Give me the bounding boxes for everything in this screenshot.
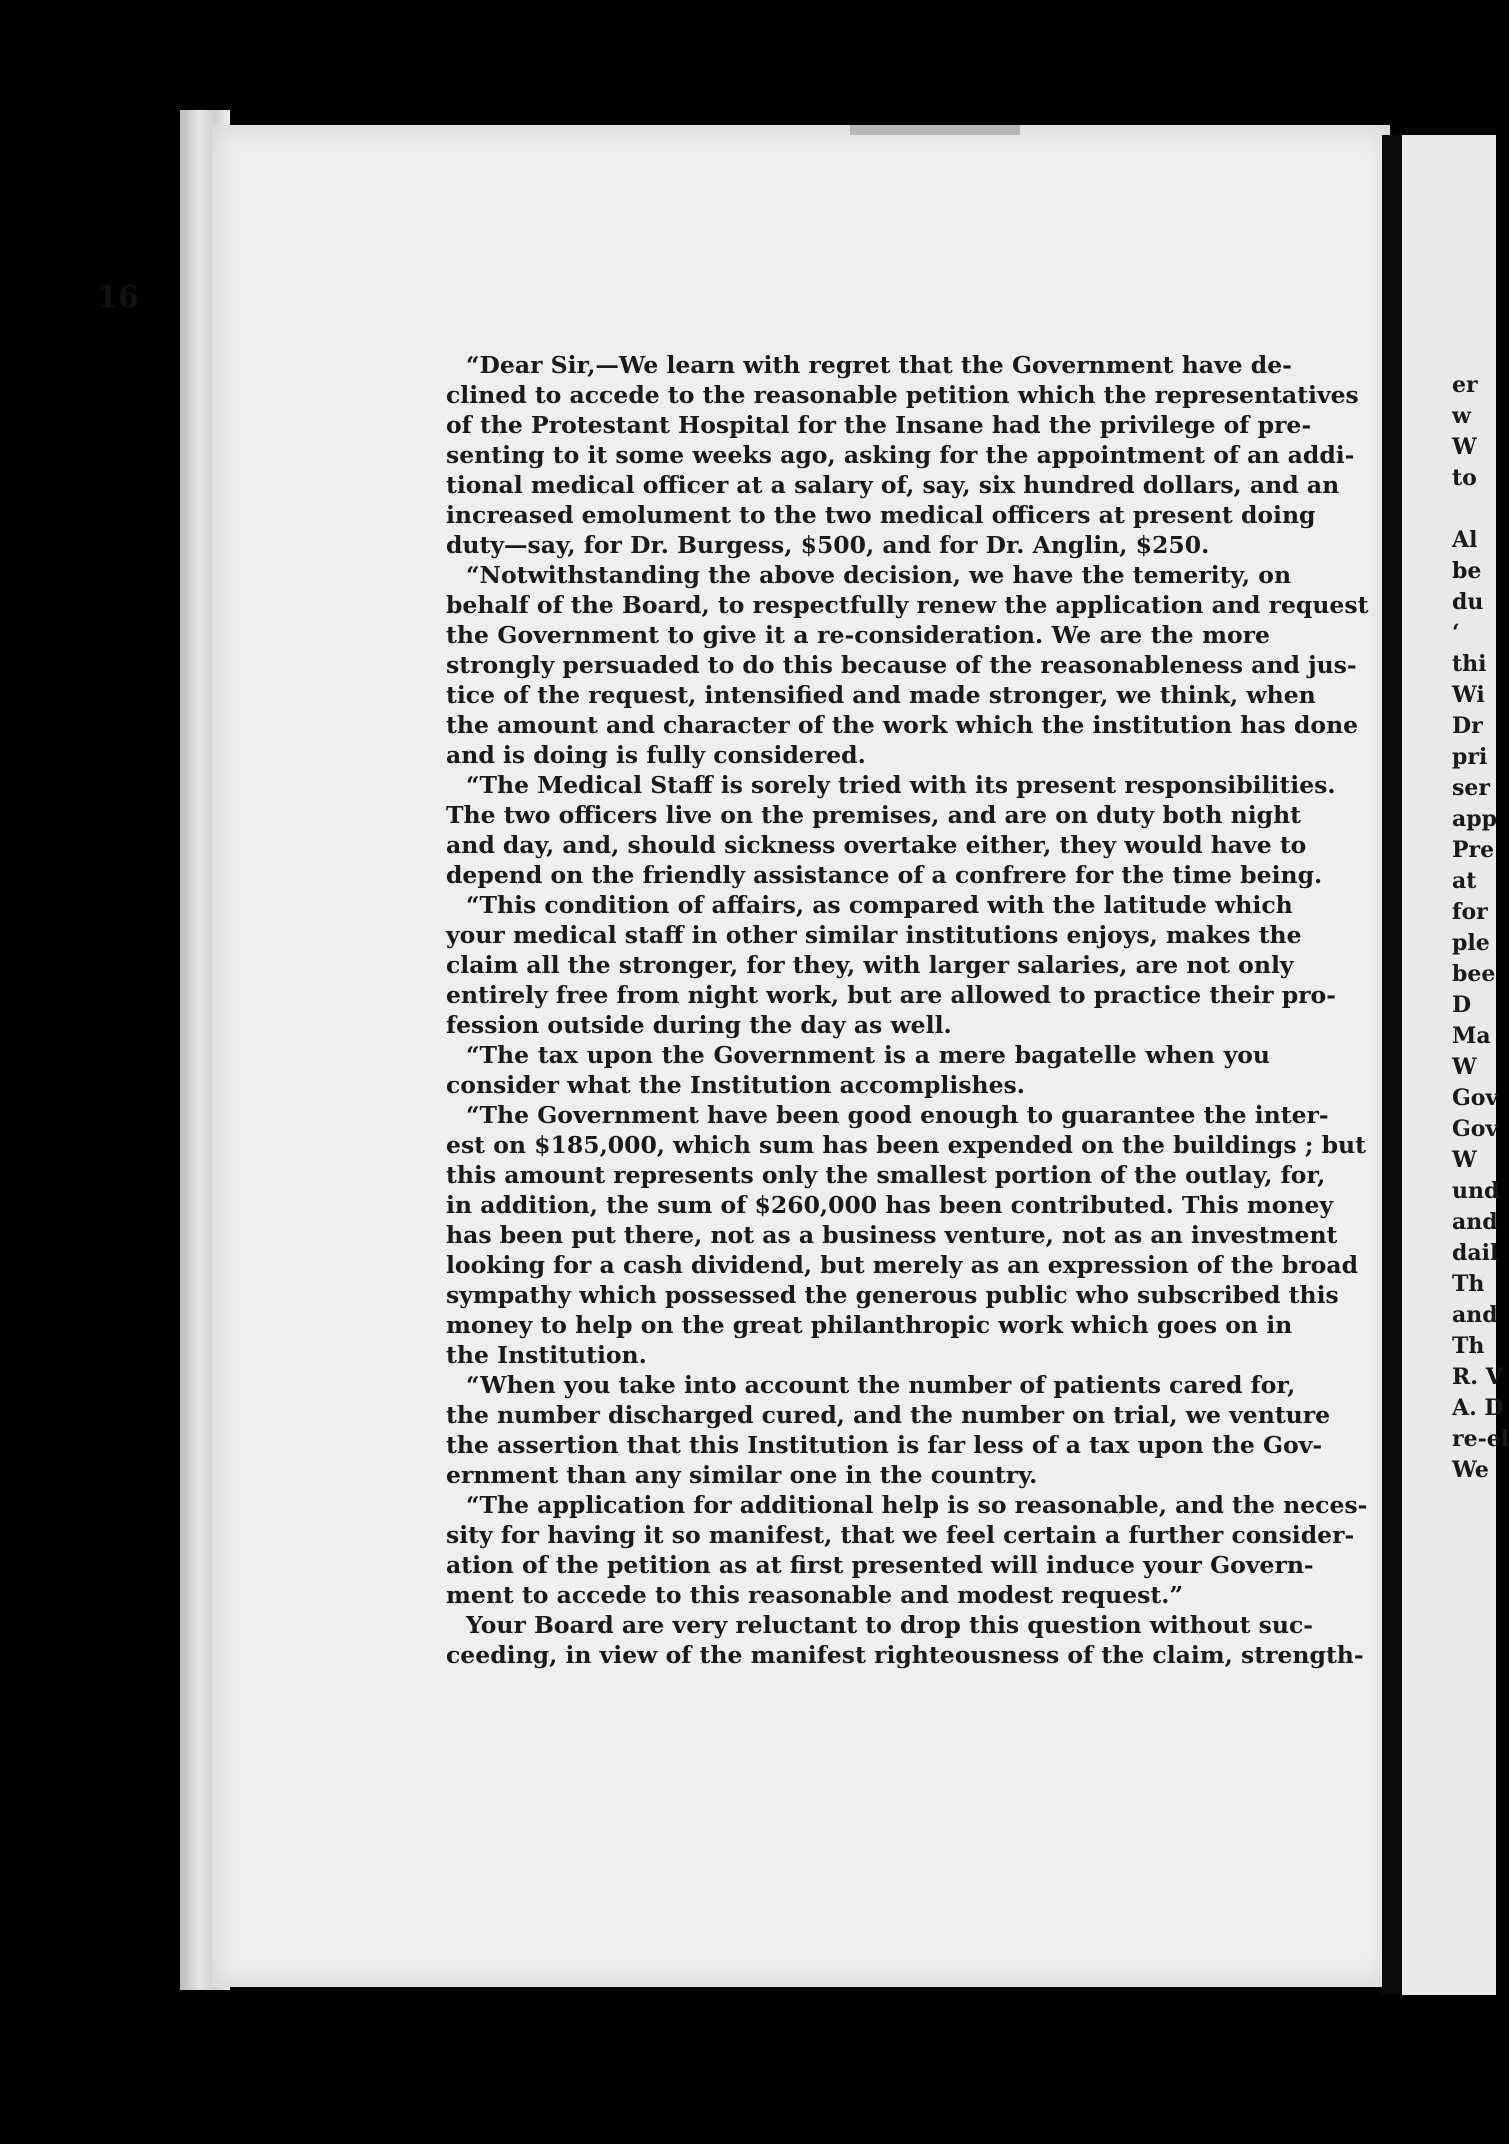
- text-line: tional medical officer at a salary of, say, six hundred dollars, and an: [446, 471, 1340, 499]
- adjacent-page-fragment: pri: [1452, 744, 1488, 770]
- text-line: looking for a cash dividend, but merely as an expression of the broad: [446, 1251, 1359, 1279]
- text-line: the assertion that this Institution is far less of a tax upon the Gov-: [446, 1431, 1323, 1459]
- text-line: “Notwithstanding the above decision, we have the temerity, on: [466, 561, 1292, 589]
- adjacent-page-fragment: and: [1452, 1209, 1498, 1235]
- adjacent-page-fragment: und: [1452, 1178, 1500, 1204]
- adjacent-page-fragment: Gov: [1452, 1116, 1499, 1142]
- text-line: claim all the stronger, for they, with larger salaries, are not only: [446, 951, 1294, 979]
- text-line: the Institution.: [446, 1341, 647, 1369]
- adjacent-page-fragment: at: [1452, 868, 1477, 894]
- text-line: in addition, the sum of $260,000 has been contributed. This money: [446, 1191, 1334, 1219]
- adjacent-page-fragment: re-el: [1452, 1426, 1509, 1452]
- adjacent-page-fragment: and: [1452, 1302, 1498, 1328]
- text-line: your medical staff in other similar institutions enjoys, makes the: [446, 921, 1302, 949]
- adjacent-page-fragment: be: [1452, 558, 1482, 584]
- adjacent-page-fragment: R. V: [1452, 1364, 1503, 1390]
- adjacent-page-fragment: ple: [1452, 930, 1490, 956]
- adjacent-page-fragment: Dr: [1452, 713, 1483, 739]
- text-line: money to help on the great philanthropic work which goes on in: [446, 1311, 1293, 1339]
- text-line: fession outside during the day as well.: [446, 1011, 952, 1039]
- book-gutter: [1382, 135, 1402, 1995]
- adjacent-page-fragment: Pre: [1452, 837, 1495, 863]
- scan-smudge: [850, 125, 1020, 135]
- adjacent-page-fragment: w: [1452, 403, 1471, 429]
- adjacent-page-fragment: Th: [1452, 1333, 1485, 1359]
- text-line: “The application for additional help is so reasonable, and the neces-: [466, 1491, 1368, 1519]
- text-line: sity for having it so manifest, that we feel certain a further consider-: [446, 1521, 1355, 1549]
- text-line: “The tax upon the Government is a mere bagatelle when you: [466, 1041, 1270, 1069]
- text-line: “Dear Sir,—We learn with regret that the Government have de-: [466, 351, 1292, 379]
- text-line: and day, and, should sickness overtake either, they would have to: [446, 831, 1307, 859]
- adjacent-page-fragment: We: [1452, 1457, 1489, 1483]
- text-line: sympathy which possessed the generous public who subscribed this: [446, 1281, 1339, 1309]
- adjacent-page-fragment: W: [1452, 434, 1477, 460]
- adjacent-page-fragment: thi: [1452, 651, 1487, 677]
- page-number-wrapper: [0, 280, 1496, 315]
- text-line: “The Government have been good enough to guarantee the inter-: [466, 1101, 1329, 1129]
- text-line: Your Board are very reluctant to drop this question without suc-: [466, 1611, 1314, 1639]
- text-line: entirely free from night work, but are allowed to practice their pro-: [446, 981, 1336, 1009]
- adjacent-page-fragment: app: [1452, 806, 1498, 832]
- text-line: senting to it some weeks ago, asking for the appointment of an addi-: [446, 441, 1355, 469]
- text-line: has been put there, not as a business venture, not as an investment: [446, 1221, 1338, 1249]
- text-line: The two officers live on the premises, and are on duty both night: [446, 801, 1302, 829]
- adjacent-page-fragment: dail: [1452, 1240, 1499, 1266]
- text-line: est on $185,000, which sum has been expended on the buildings ; but: [446, 1131, 1366, 1159]
- text-line: strongly persuaded to do this because of the reasonableness and jus-: [446, 651, 1357, 679]
- adjacent-page-fragment: Ma: [1452, 1023, 1491, 1049]
- adjacent-page-fragment: ser: [1452, 775, 1490, 801]
- adjacent-page-fragment: Al: [1452, 527, 1478, 553]
- adjacent-page-fragment: W: [1452, 1147, 1477, 1173]
- text-line: the amount and character of the work which the institution has done: [446, 711, 1359, 739]
- text-line: ceeding, in view of the manifest righteousness of the claim, strength-: [446, 1641, 1364, 1669]
- text-line: consider what the Institution accomplishes.: [446, 1071, 1025, 1099]
- text-line: the Government to give it a re-consideration. We are the more: [446, 621, 1270, 649]
- text-line: depend on the friendly assistance of a confrere for the time being.: [446, 861, 1323, 889]
- text-line: “This condition of affairs, as compared with the latitude which: [466, 891, 1293, 919]
- adjacent-page-fragment: W: [1452, 1054, 1477, 1080]
- adjacent-page-fragment: ‘: [1452, 620, 1460, 646]
- text-line: this amount represents only the smallest portion of the outlay, for,: [446, 1161, 1326, 1189]
- text-line: ment to accede to this reasonable and modest request.”: [446, 1581, 1183, 1609]
- adjacent-page-fragment: [1452, 494, 1496, 525]
- text-line: of the Protestant Hospital for the Insane had the privilege of pre-: [446, 411, 1312, 439]
- text-line: ernment than any similar one in the country.: [446, 1461, 1038, 1489]
- adjacent-page-fragment: A. D: [1452, 1395, 1504, 1421]
- text-line: “When you take into account the number of patients cared for,: [466, 1371, 1296, 1399]
- adjacent-page-fragment: Wi: [1452, 682, 1485, 708]
- text-line: and is doing is fully considered.: [446, 741, 866, 769]
- adjacent-page-fragment: bee: [1452, 961, 1496, 987]
- adjacent-page-fragment: for: [1452, 899, 1488, 925]
- page-number: 16: [97, 280, 139, 315]
- adjacent-page-fragment: D: [1452, 992, 1472, 1018]
- text-line: clined to accede to the reasonable petition which the representatives: [446, 381, 1359, 409]
- text-line: “The Medical Staff is sorely tried with its present responsibilities.: [466, 771, 1336, 799]
- text-line: behalf of the Board, to respectfully renew the application and request: [446, 591, 1369, 619]
- text-line: the number discharged cured, and the number on trial, we venture: [446, 1401, 1331, 1429]
- text-line: duty—say, for Dr. Burgess, $500, and for Dr. Anglin, $250.: [446, 531, 1210, 559]
- text-line: tice of the request, intensified and made stronger, we think, when: [446, 681, 1316, 709]
- text-line: ation of the petition as at first presented will induce your Govern-: [446, 1551, 1314, 1579]
- adjacent-page-text: [1452, 370, 1509, 1486]
- body-text: [446, 350, 1369, 1670]
- adjacent-page-fragment: Gov: [1452, 1085, 1499, 1111]
- adjacent-page-fragment: er: [1452, 372, 1478, 398]
- adjacent-page-fragment: Th: [1452, 1271, 1485, 1297]
- adjacent-page-fragment: to: [1452, 465, 1477, 491]
- adjacent-page-fragment: du: [1452, 589, 1484, 615]
- text-line: increased emolument to the two medical officers at present doing: [446, 501, 1316, 529]
